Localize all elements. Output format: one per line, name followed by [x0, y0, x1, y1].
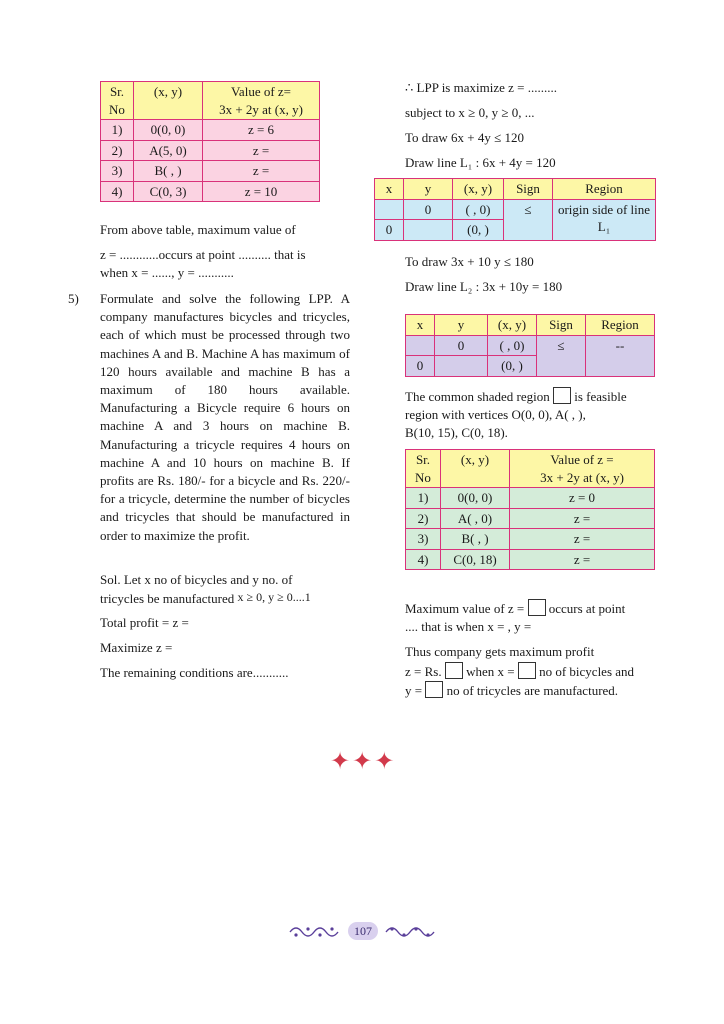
- solution-line-1: Sol. Let x no of bicycles and y no. of: [100, 572, 293, 587]
- table1-header-xy: (x, y): [134, 82, 203, 120]
- table-row: [406, 549, 655, 570]
- table4-cell: A( , 0): [441, 508, 510, 529]
- table3-header: x: [406, 315, 435, 336]
- table3-cell: 0: [435, 335, 488, 356]
- table3-header: Sign: [537, 315, 586, 336]
- table2-cell: ( , 0): [453, 199, 504, 220]
- table-row: [101, 120, 320, 141]
- draw-inequality-1: To draw 6x + 4y ≤ 120: [405, 130, 524, 145]
- table2-header: x: [375, 179, 404, 200]
- table3-region: --: [586, 335, 655, 376]
- max-value-text: occurs at point: [548, 601, 626, 616]
- common-region-text: is feasible: [574, 389, 627, 404]
- table2-header: Region: [553, 179, 656, 200]
- table1-cell: B( , ): [134, 161, 203, 182]
- table3-cell: ( , 0): [488, 335, 537, 356]
- answer-box[interactable]: [553, 387, 571, 404]
- common-region-text: The common shaded region: [405, 389, 550, 404]
- table4-cell: 2): [406, 508, 441, 529]
- table3-cell: [435, 356, 488, 377]
- remaining-conditions-text: The remaining conditions are...........: [100, 665, 289, 680]
- table2-cell: [375, 199, 404, 220]
- table3-header: Region: [586, 315, 655, 336]
- max-value-line-2: .... that is when x = , y =: [405, 619, 532, 634]
- when-text: when x = ......, y = ...........: [100, 265, 234, 280]
- table-row: [406, 508, 655, 529]
- draw-line-1: Draw line L₁ : 6x + 4y = 120: [405, 155, 556, 170]
- table2-cell: [404, 220, 453, 241]
- table2-region: origin side of line L₁: [553, 199, 656, 240]
- table-row: [406, 335, 655, 356]
- table-row: [375, 199, 656, 220]
- table4-cell: 4): [406, 549, 441, 570]
- table2-header: y: [404, 179, 453, 200]
- draw-line-2: Draw line L₂ : 3x + 10y = 180: [405, 279, 563, 294]
- table3-sign: ≤: [537, 335, 586, 376]
- table4-cell: z =: [510, 529, 655, 550]
- line1-table: [374, 178, 656, 241]
- table2-header: (x, y): [453, 179, 504, 200]
- total-profit-text: Total profit = z =: [100, 615, 189, 630]
- table-row: [101, 140, 320, 161]
- table-row: [101, 181, 320, 202]
- question-text: Formulate and solve the following LPP. A company manufactures bicycles and tricycles, each of which must be processed through two machines A and B. Machine A has maximum of 120 hours available and machine B has a maximum of 180 hours available. Manufacturing a Bicycle require 6 hours on machine A and 3 hours on machine B. Manufacturing a tricycle requires 4 hours on machine A and 10 hours on machine B. If profits are Rs. 180/- for a bicycle and Rs. 220/- for a tricycle, determine the number of bicycles and tricycles that should be manufactured in order to maximize the profit.: [100, 291, 350, 543]
- table-row: [406, 488, 655, 509]
- thus-line-2: [405, 662, 634, 681]
- table4-cell: z = 0: [510, 488, 655, 509]
- thus-line-3: [405, 681, 618, 700]
- max-value-line-1: [405, 599, 625, 618]
- table4-cell: 1): [406, 488, 441, 509]
- answer-box[interactable]: [445, 662, 463, 679]
- table4-header-value: Value of z = 3x + 2y at (x, y): [510, 450, 655, 488]
- table2-cell: (0, ): [453, 220, 504, 241]
- lpp-statement: ∴ LPP is maximize z = .........: [405, 80, 557, 95]
- subject-to: subject to x ≥ 0, y ≥ 0, ...: [405, 105, 535, 120]
- table1-cell: z =: [203, 161, 320, 182]
- occurs-text: z = ............occurs at point .......... that is: [100, 247, 306, 262]
- solution-text: tricycles be manufactured: [100, 591, 235, 606]
- common-region-line-3: B(10, 15), C(0, 18).: [405, 425, 508, 440]
- table3-cell: (0, ): [488, 356, 537, 377]
- table4-cell: 0(0, 0): [441, 488, 510, 509]
- table3-header: y: [435, 315, 488, 336]
- table2-cell: 0: [375, 220, 404, 241]
- draw-inequality-2: To draw 3x + 10 y ≤ 180: [405, 254, 534, 269]
- maximize-text: Maximize z =: [100, 640, 173, 655]
- table4-cell: 3): [406, 529, 441, 550]
- table-row: [406, 529, 655, 550]
- table1-header-value: Value of z= 3x + 2y at (x, y): [203, 82, 320, 120]
- table3-cell: 0: [406, 356, 435, 377]
- thus-text: when x =: [466, 664, 515, 679]
- line2-table: [405, 314, 655, 377]
- table1-header-srno: Sr. No: [101, 82, 134, 120]
- answer-box[interactable]: [518, 662, 536, 679]
- page-number: 107: [348, 922, 378, 940]
- thus-text: z = Rs.: [405, 664, 442, 679]
- common-region-line-1: [405, 387, 627, 406]
- table4-header-xy: (x, y): [441, 450, 510, 488]
- thus-text: y =: [405, 683, 423, 698]
- max-value-text: From above table, maximum value of: [100, 222, 296, 237]
- max-value-text: Maximum value of z =: [405, 601, 525, 616]
- table2-sign: ≤: [504, 199, 553, 240]
- thus-line-1: Thus company gets maximum profit: [405, 644, 595, 659]
- value-table-1: [100, 81, 320, 202]
- constraint-text: x ≥ 0, y ≥ 0....1: [237, 590, 311, 604]
- table1-cell: 1): [101, 120, 134, 141]
- table1-cell: 4): [101, 181, 134, 202]
- table1-cell: 0(0, 0): [134, 120, 203, 141]
- table4-cell: C(0, 18): [441, 549, 510, 570]
- thus-text: no of tricycles are manufactured.: [446, 683, 619, 698]
- table3-cell: [406, 335, 435, 356]
- table2-cell: 0: [404, 199, 453, 220]
- value-table-2: [405, 449, 655, 570]
- common-region-line-2: region with vertices O(0, 0), A( , ),: [405, 407, 586, 422]
- table2-header: Sign: [504, 179, 553, 200]
- solution-line-2: [100, 589, 311, 608]
- table1-cell: z =: [203, 140, 320, 161]
- table1-cell: z = 6: [203, 120, 320, 141]
- table4-cell: z =: [510, 549, 655, 570]
- table-row: [101, 161, 320, 182]
- table1-cell: C(0, 3): [134, 181, 203, 202]
- answer-box[interactable]: [425, 681, 443, 698]
- star-divider: ✦✦✦: [330, 749, 397, 775]
- table4-header-srno: Sr. No: [406, 450, 441, 488]
- answer-box[interactable]: [528, 599, 546, 616]
- table1-cell: 3): [101, 161, 134, 182]
- question-number: 5): [68, 291, 79, 306]
- table4-cell: B( , ): [441, 529, 510, 550]
- table1-cell: 2): [101, 140, 134, 161]
- thus-text: no of bicycles and: [539, 664, 635, 679]
- table1-cell: A(5, 0): [134, 140, 203, 161]
- table3-header: (x, y): [488, 315, 537, 336]
- table1-cell: z = 10: [203, 181, 320, 202]
- table4-cell: z =: [510, 508, 655, 529]
